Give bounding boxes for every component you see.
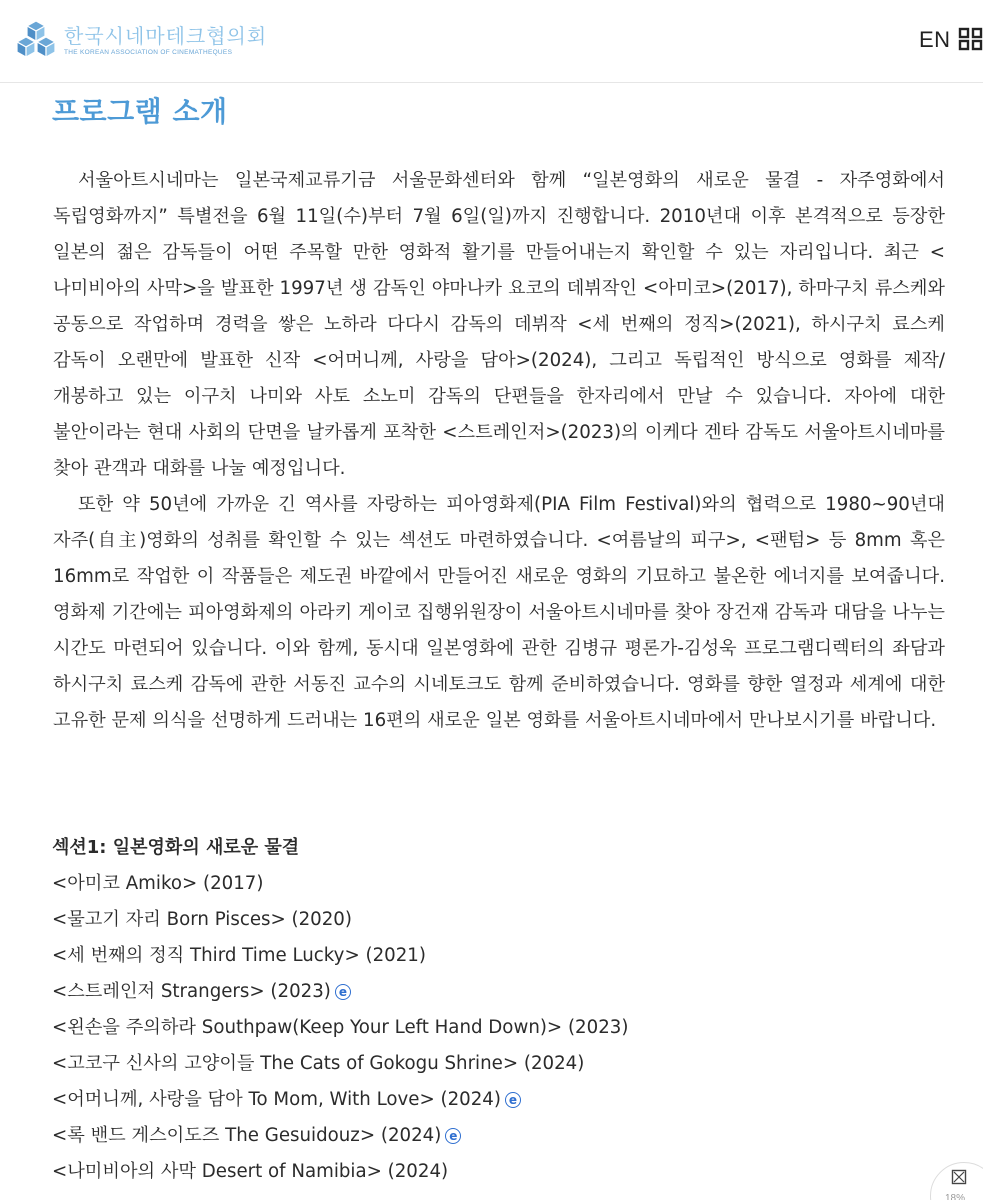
section-heading: 섹션1: 일본영화의 새로운 물결 — [52, 837, 300, 858]
section-1 — [52, 830, 952, 1190]
scroll-progress-label: 18% — [945, 1193, 966, 1200]
film-item[interactable] — [52, 866, 952, 902]
event-badge-icon: e — [445, 1128, 461, 1144]
film-title[interactable]: <왼손을 주의하라 Southpaw(Keep Your Left Hand Down)> (2023) — [52, 1017, 629, 1038]
film-item[interactable] — [52, 1010, 952, 1046]
film-item[interactable] — [52, 1118, 952, 1154]
intro-paragraph: 서울아트시네마는 일본국제교류기금 서울문화센터와 함께 “일본영화의 새로운 물결 - 자주영화에서 독립영화까지” 특별전을 6월 11일(수)부터 7월 6일(일)까지 진행합니다. 2010년대 이후 본격적으로 등장한 일본의 젊은 감독들이 어떤 주목할 만한 영화적 활기를 만들어내는지 확인할 수 있는 자리입니다. 최근 <나미비아의 사막>을 발표한 1997년 생 감독인 야마나카 요코의 데뷔작인 <아미코>(2017), 하마구치 류스케와 공동으로 작업하며 경력을 쌓은 노하라 다다시 감독의 데뷔작 <세 번째의 정직>(2021), 하시구치 료스케 감독이 오랜만에 발표한 신작 <어머니께, 사랑을 담아>(2024), 그리고 독립적인 방식으로 영화를 제작/개봉하고 있는 이구치 나미와 사토 소노미 감독의 단편들을 한자리에서 만날 수 있습니다. 자아에 대한 불안이라는 현대 사회의 단면을 날카롭게 포착한 <스트레인저>(2023)의 이케다 겐타 감독도 서울아트시네마를 찾아 관객과 대화를 나눌 예정입니다. — [53, 170, 945, 479]
logo-korean: 한국시네마테크협의회 — [64, 24, 268, 48]
event-badge-icon: e — [335, 984, 351, 1000]
close-box-icon — [951, 1169, 967, 1185]
cube-logo-icon — [12, 17, 60, 65]
program-introduction — [53, 163, 945, 739]
intro-paragraph: 또한 약 50년에 가까운 긴 역사를 자랑하는 피아영화제(PIA Film Festival)와의 협력으로 1980~90년대 자주(自主)영화의 성취를 확인할 수 있는 섹션도 마련하였습니다. <여름날의 피구>, <팬텀> 등 8mm 혹은 16mm로 작업한 이 작품들은 제도권 바깥에서 만들어진 새로운 영화의 기묘하고 불온한 에너지를 보여줍니다. 영화제 기간에는 피아영화제의 아라키 게이코 집행위원장이 서울아트시네마를 찾아 장건재 감독과 대담을 나누는 시간도 마련되어 있습니다. 이와 함께, 동시대 일본영화에 관한 김병규 평론가-김성욱 프로그램디렉터의 좌담과 하시구치 료스케 감독에 관한 서동진 교수의 시네토크도 함께 준비하였습니다. 영화를 향한 열정과 세계에 대한 고유한 문제 의식을 선명하게 드러내는 16편의 새로운 일본 영화를 서울아트시네마에서 만나보시기를 바랍니다. — [53, 494, 945, 731]
film-item[interactable] — [52, 1046, 952, 1082]
grid-menu-icon[interactable] — [958, 27, 983, 51]
film-item[interactable] — [52, 902, 952, 938]
film-title[interactable]: <록 밴드 게스이도즈 The Gesuidouz> (2024) — [52, 1125, 442, 1146]
event-badge-icon: e — [505, 1092, 521, 1108]
film-item[interactable] — [52, 1154, 952, 1190]
language-toggle[interactable]: EN — [919, 27, 951, 52]
film-title[interactable]: <물고기 자리 Born Pisces> (2020) — [52, 909, 352, 930]
page-title: 프로그램 소개 — [52, 95, 228, 128]
logo-english: THE KOREAN ASSOCIATION OF CINEMATHEQUES — [64, 49, 233, 56]
film-item[interactable] — [52, 1082, 952, 1118]
logo-text — [64, 24, 267, 58]
film-title[interactable]: <아미코 Amiko> (2017) — [52, 873, 264, 894]
film-title[interactable]: <세 번째의 정직 Third Time Lucky> (2021) — [52, 945, 426, 966]
film-title[interactable]: <나미비아의 사막 Desert of Namibia> (2024) — [52, 1161, 449, 1182]
site-logo[interactable] — [12, 16, 267, 66]
film-item[interactable] — [52, 938, 952, 974]
film-title[interactable]: <고코구 신사의 고양이들 The Cats of Gokogu Shrine> (2024) — [52, 1053, 585, 1074]
film-list — [52, 866, 952, 1190]
film-title[interactable]: <스트레인저 Strangers> (2023) — [52, 981, 331, 1002]
film-title[interactable]: <어머니께, 사랑을 담아 To Mom, With Love> (2024) — [52, 1089, 501, 1110]
site-header — [0, 0, 983, 83]
film-item[interactable] — [52, 974, 952, 1010]
